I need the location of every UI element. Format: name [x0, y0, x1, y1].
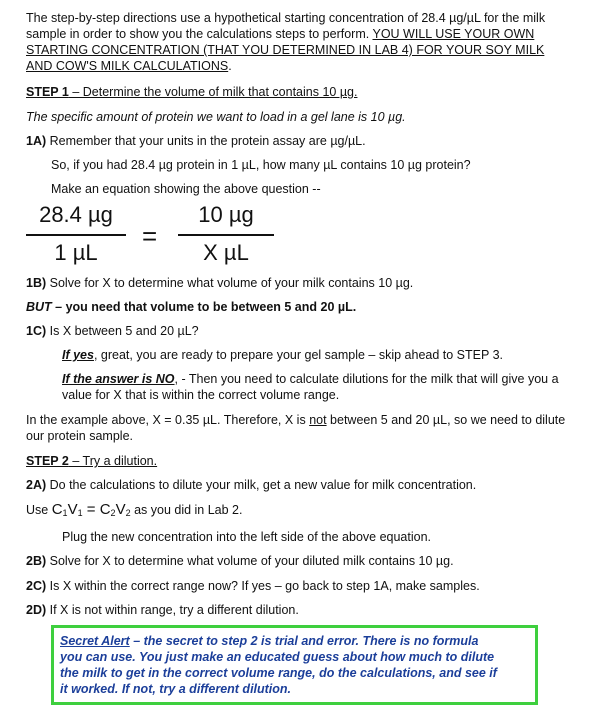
step2a	[26, 477, 476, 493]
no-label: If the answer is NO	[62, 372, 175, 386]
intro-line-1: The step-by-step directions use a hypothetical starting concentration of 28.4 µg/µL for the milk	[26, 11, 546, 25]
formula-v1: V	[67, 501, 78, 518]
formula-c2-sub: 2	[110, 508, 116, 518]
alert-line-1	[60, 633, 478, 649]
step1a-question: So, if you had 28.4 µg protein in 1 µL, how many µL contains 10 µg protein?	[51, 158, 471, 172]
step2d-label: 2D)	[26, 603, 47, 617]
formula-v1-sub: 1	[77, 508, 83, 518]
example-text-a: In the example above, X = 0.35 µL. Therefore, X is	[26, 413, 310, 427]
step2-use-formula	[26, 502, 242, 521]
example-line-1	[26, 412, 565, 428]
formula-c1-sub: 1	[62, 508, 68, 518]
step2-heading	[26, 453, 157, 469]
formula-v2-sub: 2	[125, 508, 131, 518]
step1a-label: 1A)	[26, 134, 47, 148]
step1b-text: Solve for X to determine what volume of your milk contains 10 µg.	[46, 276, 414, 290]
equation-left-numerator: 28.4 µg	[39, 202, 113, 227]
but-text: you need that volume to be between 5 and 20 µL.	[62, 300, 357, 314]
equation-left-denominator: 1 µL	[54, 240, 98, 265]
yes-label: If yes	[62, 348, 94, 362]
step1b	[26, 275, 413, 291]
yes-text: , great, you are ready to prepare your gel sample – skip ahead to STEP 3.	[93, 348, 504, 362]
step2a-text: Do the calculations to dilute your milk, get a new value for milk concentration.	[46, 478, 477, 492]
step1b-label: 1B)	[26, 276, 47, 290]
but-label: BUT –	[26, 300, 63, 314]
equation-right-numerator: 10 µg	[198, 202, 254, 227]
alert-line-4: it worked. If not, try a different dilution.	[60, 682, 292, 696]
step1c-yes	[62, 347, 503, 363]
step2-heading-rest: – Try a dilution.	[68, 454, 158, 468]
step1-label: STEP 1	[26, 85, 69, 99]
equation-right-fraction-bar	[178, 234, 274, 236]
intro-line-2	[26, 26, 534, 42]
intro-line-2-text: sample in order to show you the calculations steps to perform.	[26, 27, 373, 41]
formula-c2: C	[99, 501, 111, 518]
step1-subtitle: The specific amount of protein we want to load in a gel lane is 10 µg.	[26, 110, 406, 124]
step1-but	[26, 299, 356, 315]
intro-emphasis-start: YOU WILL USE YOUR OWN	[372, 27, 535, 41]
step2-plug: Plug the new concentration into the left side of the above equation.	[62, 530, 432, 544]
step2-label: STEP 2	[26, 454, 69, 468]
intro-period: .	[228, 59, 232, 73]
step1c-label: 1C)	[26, 324, 47, 338]
step2b-text: Solve for X to determine what volume of your diluted milk contains 10 µg.	[46, 554, 454, 568]
use-end: as you did in Lab 2.	[130, 503, 243, 517]
step2d-text: If X is not within range, try a different dilution.	[46, 603, 299, 617]
equation-equals: =	[142, 221, 158, 251]
alert-label: Secret Alert	[60, 634, 130, 648]
intro-emphasis-end: AND COW'S MILK CALCULATIONS	[26, 59, 229, 73]
step1c	[26, 323, 199, 339]
step1c-text: Is X between 5 and 20 µL?	[46, 324, 199, 338]
step2b	[26, 553, 454, 569]
alert-line-2: you can use. You just make an educated guess about how much to dilute	[60, 650, 495, 664]
example-text-b: between 5 and 20 µL, so we need to dilute	[326, 413, 566, 427]
step1a-text: Remember that your units in the protein assay are µg/µL.	[46, 134, 366, 148]
formula-equals: =	[82, 501, 100, 518]
equation-left-fraction-bar	[26, 234, 126, 236]
step2a-label: 2A)	[26, 478, 47, 492]
step1a-make-equation: Make an equation showing the above question --	[51, 182, 321, 196]
use-label: Use	[26, 503, 52, 517]
formula-v2: V	[115, 501, 126, 518]
equation-right-denominator: X µL	[203, 240, 249, 265]
step1a	[26, 133, 366, 149]
example-line-2: our protein sample.	[26, 429, 134, 443]
alert-line-1-rest: – the secret to step 2 is trial and error. There is no formula	[129, 634, 479, 648]
step1c-no	[62, 371, 559, 387]
step1c-no-2: value for X that is within the correct volume range.	[62, 388, 340, 402]
step1-heading-rest: – Determine the volume of milk that contains 10 µg.	[68, 85, 358, 99]
step2c-text: Is X within the correct range now? If yes – go back to step 1A, make samples.	[46, 579, 480, 593]
alert-line-3: the milk to get in the correct volume range, do the calculations, and see if	[60, 666, 497, 680]
step2b-label: 2B)	[26, 554, 47, 568]
step1-heading	[26, 84, 357, 100]
step2c-label: 2C)	[26, 579, 47, 593]
intro-line-3: STARTING CONCENTRATION (THAT YOU DETERMINED IN LAB 4) FOR YOUR SOY MILK	[26, 43, 545, 57]
no-text: , - Then you need to calculate dilutions for the milk that will give you a	[174, 372, 559, 386]
formula-c1: C	[51, 501, 63, 518]
step2c	[26, 578, 480, 594]
intro-line-4	[26, 58, 232, 74]
example-not: not	[309, 413, 327, 427]
step2d	[26, 602, 299, 618]
